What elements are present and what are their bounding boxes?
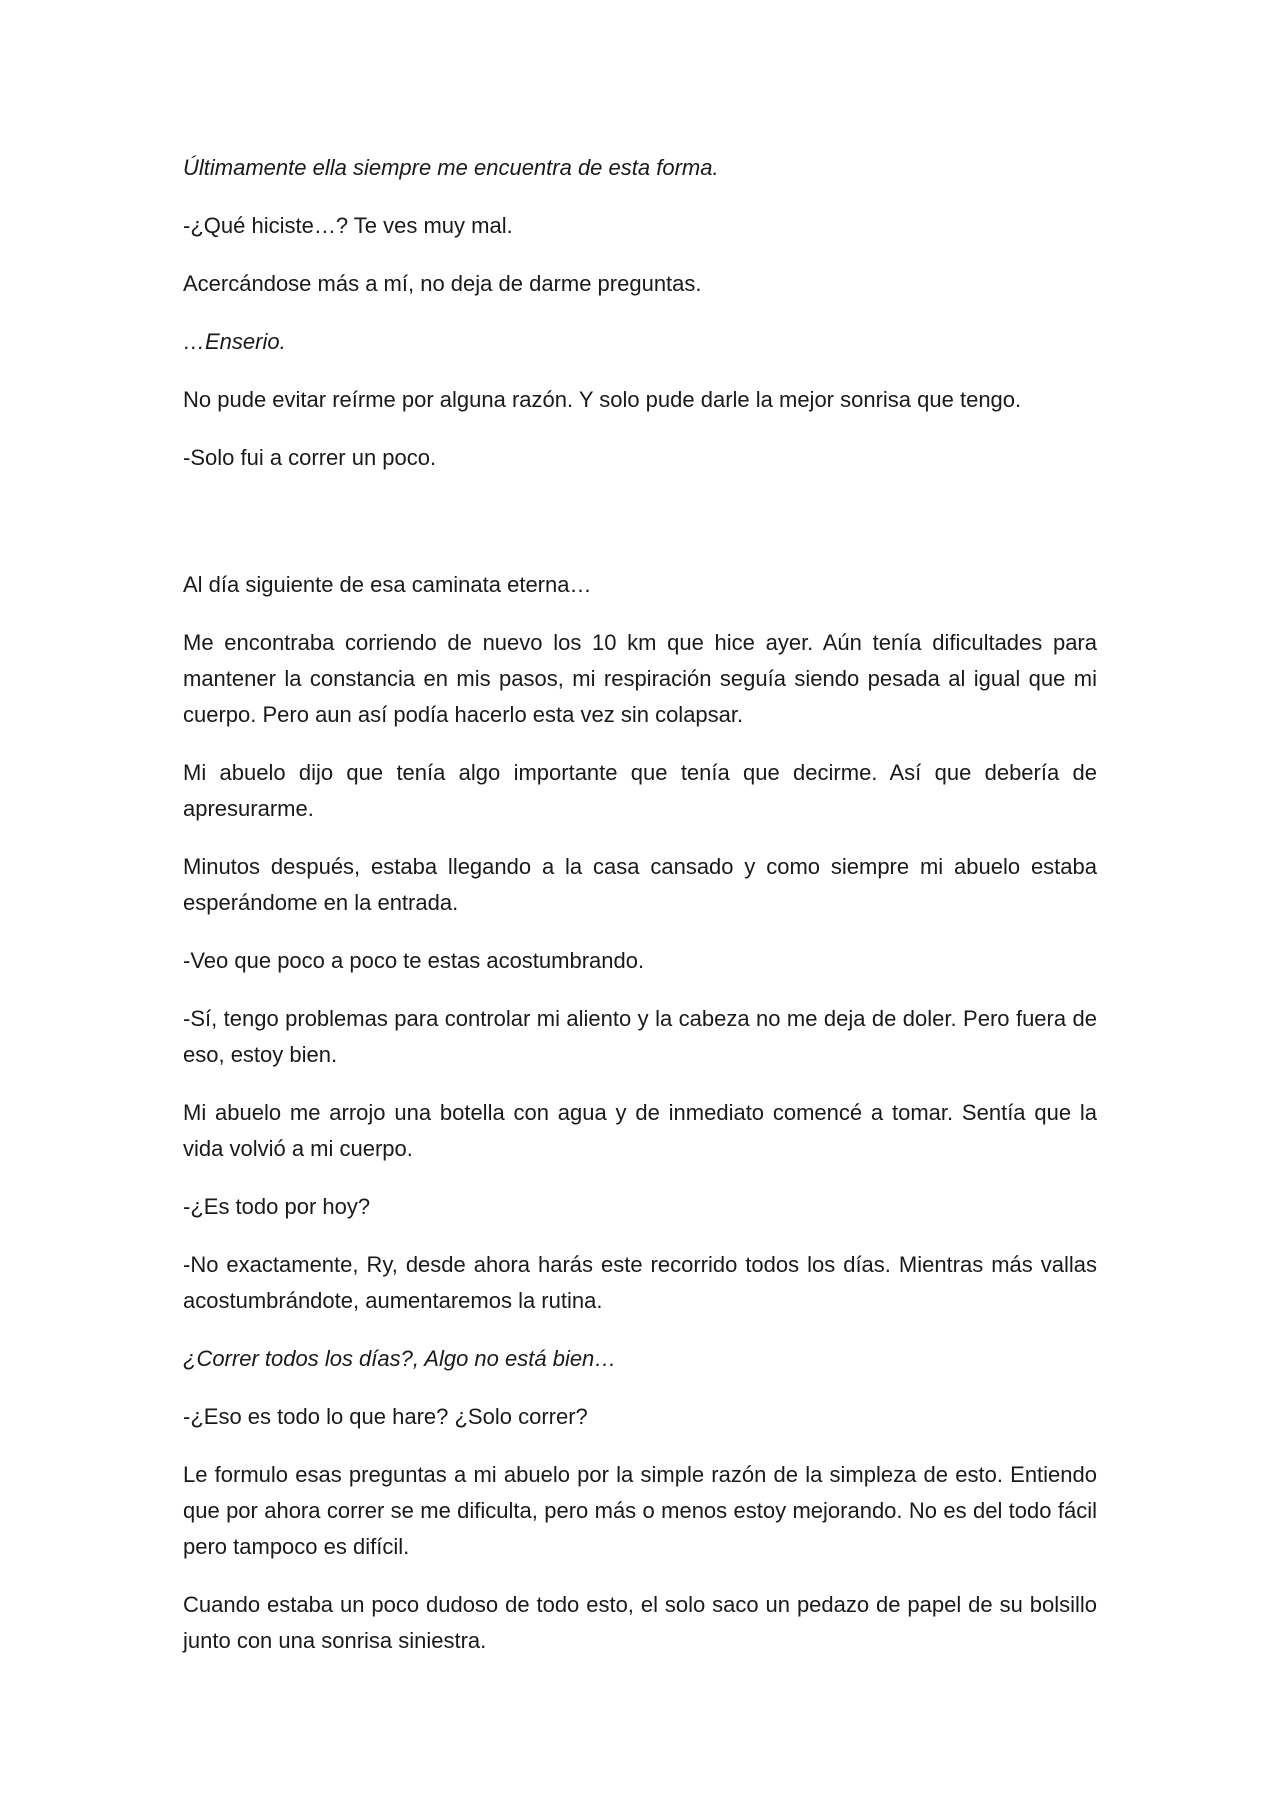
dialogue-paragraph: -No exactamente, Ry, desde ahora harás este recorrido todos los días. Mientras más vallas acostumbrándote, aumentaremos la rutina. — [183, 1252, 1097, 1313]
document-body — [183, 150, 1097, 1681]
dialogue-paragraph: -¿Es todo por hoy? — [183, 1194, 371, 1219]
dialogue-paragraph: -Sí, tengo problemas para controlar mi aliento y la cabeza no me deja de doler. Pero fuera de eso, estoy bien. — [183, 1006, 1097, 1067]
dialogue-paragraph: -Solo fui a correr un poco. — [183, 445, 437, 470]
section-break — [183, 498, 1097, 567]
narration-paragraph: Me encontraba corriendo de nuevo los 10 km que hice ayer. Aún tenía dificultades para mantener la constancia en mis pasos, mi respiración seguía siendo pesada al igual que mi cuerpo. Pero aun así podía hacerlo esta vez sin colapsar. — [183, 630, 1097, 727]
narration-paragraph: Le formulo esas preguntas a mi abuelo por la simple razón de la simpleza de esto. Entiendo que por ahora correr se me dificulta, pero más o menos estoy mejorando. No es del todo fácil pero tampoco es difícil. — [183, 1462, 1097, 1559]
narration-paragraph: Cuando estaba un poco dudoso de todo esto, el solo saco un pedazo de papel de su bolsillo junto con una sonrisa siniestra. — [183, 1592, 1097, 1653]
narration-paragraph: Mi abuelo dijo que tenía algo importante que tenía que decirme. Así que debería de apresurarme. — [183, 760, 1097, 821]
dialogue-paragraph: -Veo que poco a poco te estas acostumbrando. — [183, 948, 645, 973]
thought-paragraph: ¿Correr todos los días?, Algo no está bien… — [183, 1346, 617, 1371]
narration-paragraph: Mi abuelo me arrojo una botella con agua y de inmediato comencé a tomar. Sentía que la vida volvió a mi cuerpo. — [183, 1100, 1097, 1161]
narration-paragraph: No pude evitar reírme por alguna razón. Y solo pude darle la mejor sonrisa que tengo. — [183, 387, 1022, 412]
dialogue-paragraph: -¿Eso es todo lo que hare? ¿Solo correr? — [183, 1404, 588, 1429]
narration-paragraph: Minutos después, estaba llegando a la casa cansado y como siempre mi abuelo estaba esperándome en la entrada. — [183, 854, 1097, 915]
narration-paragraph: Últimamente ella siempre me encuentra de esta forma. — [183, 155, 719, 180]
thought-paragraph: …Enserio. — [183, 329, 286, 354]
narration-paragraph: Al día siguiente de esa caminata eterna… — [183, 572, 592, 597]
narration-paragraph: Acercándose más a mí, no deja de darme preguntas. — [183, 271, 702, 296]
dialogue-paragraph: -¿Qué hiciste…? Te ves muy mal. — [183, 213, 513, 238]
